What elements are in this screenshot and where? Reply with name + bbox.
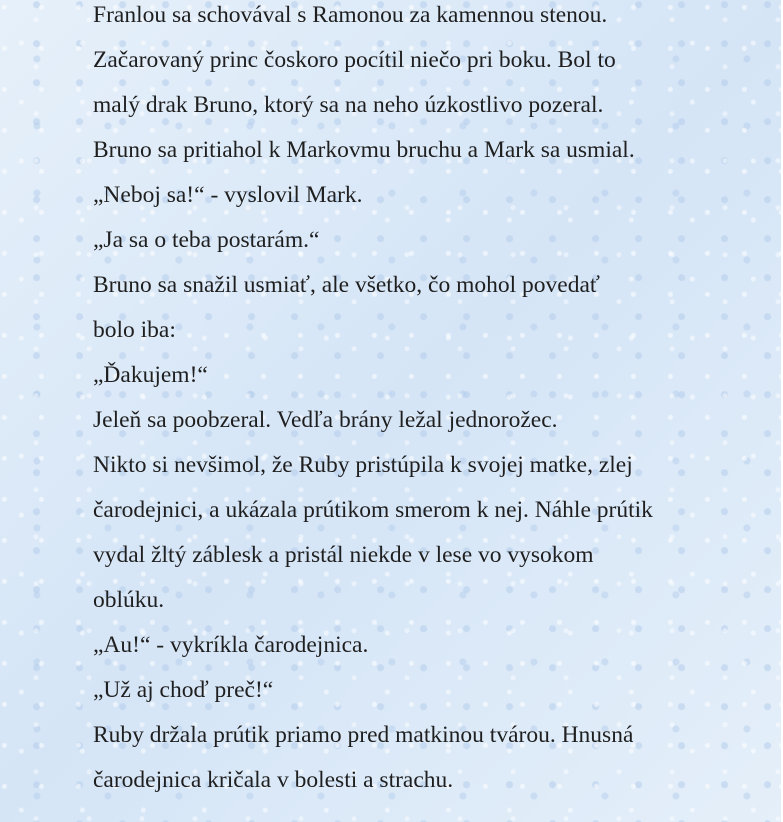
story-line-7: Bruno sa snažil usmiať, ale všetko, čo mohol povedať [93,272,600,298]
story-line-17: Ruby držala prútik priamo pred matkinou tvárou. Hnusná [93,722,634,748]
story-line-11: Nikto si nevšimol, že Ruby pristúpila k svojej matke, zlej [93,452,633,478]
story-line-4: Bruno sa pritiahol k Markovmu bruchu a Mark sa usmial. [93,137,635,163]
story-line-16: „Už aj choď preč!“ [93,677,274,703]
story-line-1: Franlou sa schovával s Ramonou za kamennou stenou. [93,2,608,28]
story-line-2: Začarovaný princ čoskoro pocítil niečo pri boku. Bol to [93,47,616,73]
story-line-5: „Neboj sa!“ - vyslovil Mark. [93,182,363,208]
story-text-block [93,0,753,803]
story-line-15: „Au!“ - vykríkla čarodejnica. [93,632,369,658]
story-line-10: Jeleň sa poobzeral. Vedľa brány ležal jednorožec. [93,407,558,433]
story-line-6: „Ja sa o teba postarám.“ [93,227,320,253]
story-line-14: oblúku. [93,587,165,613]
story-line-8: bolo iba: [93,317,176,343]
story-line-13: vydal žltý záblesk a pristál niekde v lese vo vysokom [93,542,594,568]
story-line-18: čarodejnica kričala v bolesti a strachu. [93,767,454,793]
story-line-9: „Ďakujem!“ [93,362,208,388]
story-line-3: malý drak Bruno, ktorý sa na neho úzkostlivo pozeral. [93,92,604,118]
story-line-12: čarodejnici, a ukázala prútikom smerom k nej. Náhle prútik [93,497,653,523]
